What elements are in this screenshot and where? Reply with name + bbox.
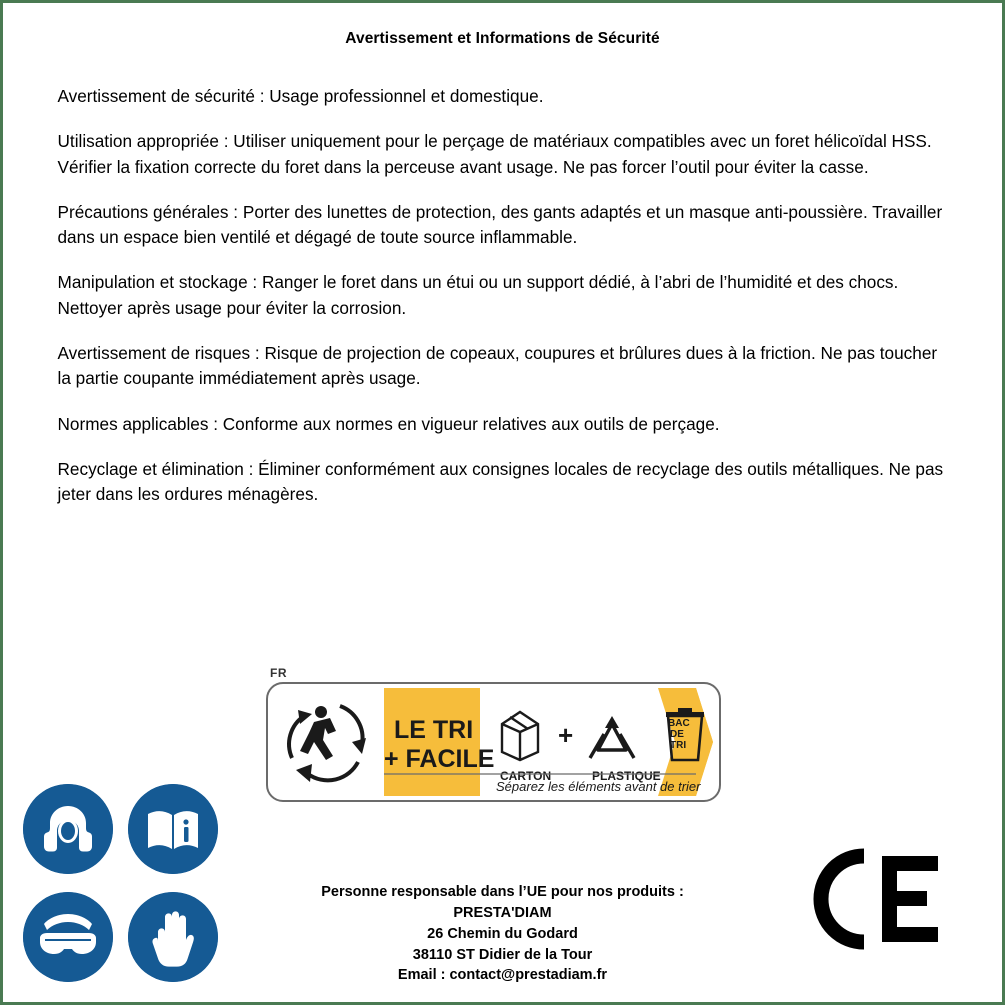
responsible-heading-prefix: Personne responsable dans l’: [321, 884, 527, 901]
triman-headline-line2: + FACILE: [384, 745, 495, 773]
triman-plus-sign: +: [558, 720, 574, 750]
triman-recycling-banner: [266, 666, 721, 807]
responsible-heading-suffix: pour nos produits :: [546, 884, 684, 901]
paragraph-recycling-disposal: Recyclage et élimination : Éliminer conformément aux consignes locales de recyclage des outils métalliques. Ne pas jeter dans les ordures ménagères.: [57, 458, 944, 505]
footer-area: [3, 666, 1002, 1002]
triman-headline-line1: LE TRI: [394, 716, 474, 744]
paragraph-general-precautions: Précautions générales : Porter des lunettes de protection, des gants adaptés et un masque anti-poussière. Travailler dans un espace bien ventilé et dégagé de toute source inflammable.: [57, 201, 943, 248]
company-address: 26 Chemin du Godard: [427, 925, 578, 942]
eye-protection-icon: [23, 892, 113, 982]
triman-bin-line3: TRI: [670, 740, 687, 751]
read-instructions-icon: [128, 784, 218, 874]
triman-item1-label: CARTON: [500, 769, 552, 783]
paragraph-handling-storage: Manipulation et stockage : Ranger le foret dans un étui ou un support dédié, à l’abri de l’humidité et des chocs. Nettoyer après usage pour éviter la corrosion.: [57, 272, 899, 318]
triman-item2-label: PLASTIQUE: [592, 769, 661, 783]
company-city: 38110 ST Didier de la Tour: [412, 946, 593, 963]
triman-bin-line2: DE: [670, 729, 684, 740]
company-name: PRESTA'DIAM: [453, 905, 552, 922]
hand-protection-icon: [128, 892, 218, 982]
triman-bin-line1: BAC: [668, 718, 690, 729]
paragraph-safety-warning: Avertissement de sécurité : Usage professionnel et domestique.: [57, 86, 544, 106]
ear-protection-icon: [23, 784, 113, 874]
page-title: Avertissement et Informations de Sécurité: [345, 30, 660, 47]
country-code-label: FR: [270, 666, 287, 680]
paragraph-applicable-standards: Normes applicables : Conforme aux normes en vigueur relatives aux outils de perçage.: [57, 413, 720, 434]
responsible-heading-eu: UE: [526, 884, 547, 901]
responsible-person-heading: [321, 882, 684, 903]
paragraph-appropriate-use: Utilisation appropriée : Utiliser uniquement pour le perçage de matériaux compatibles avec un foret hélicoïdal HSS. Vérifier la fixation correcte du foret dans la perceuse avant usage. Ne pas forcer l’outil pour éviter la casse.: [57, 131, 932, 177]
safety-text-body: [58, 84, 948, 507]
paragraph-risk-warning: Avertissement de risques : Risque de projection de copeaux, coupures et brûlures dues à la friction. Ne pas toucher la partie coupante immédiatement après usage.: [57, 342, 938, 389]
triman-footer-note: Séparez les éléments avant de trier: [496, 779, 701, 794]
ce-marking-icon: [802, 844, 952, 954]
responsible-person-block: [321, 882, 684, 986]
safety-pictogram-group: [21, 784, 226, 984]
company-email: Email : contact@prestadiam.fr: [397, 967, 608, 984]
